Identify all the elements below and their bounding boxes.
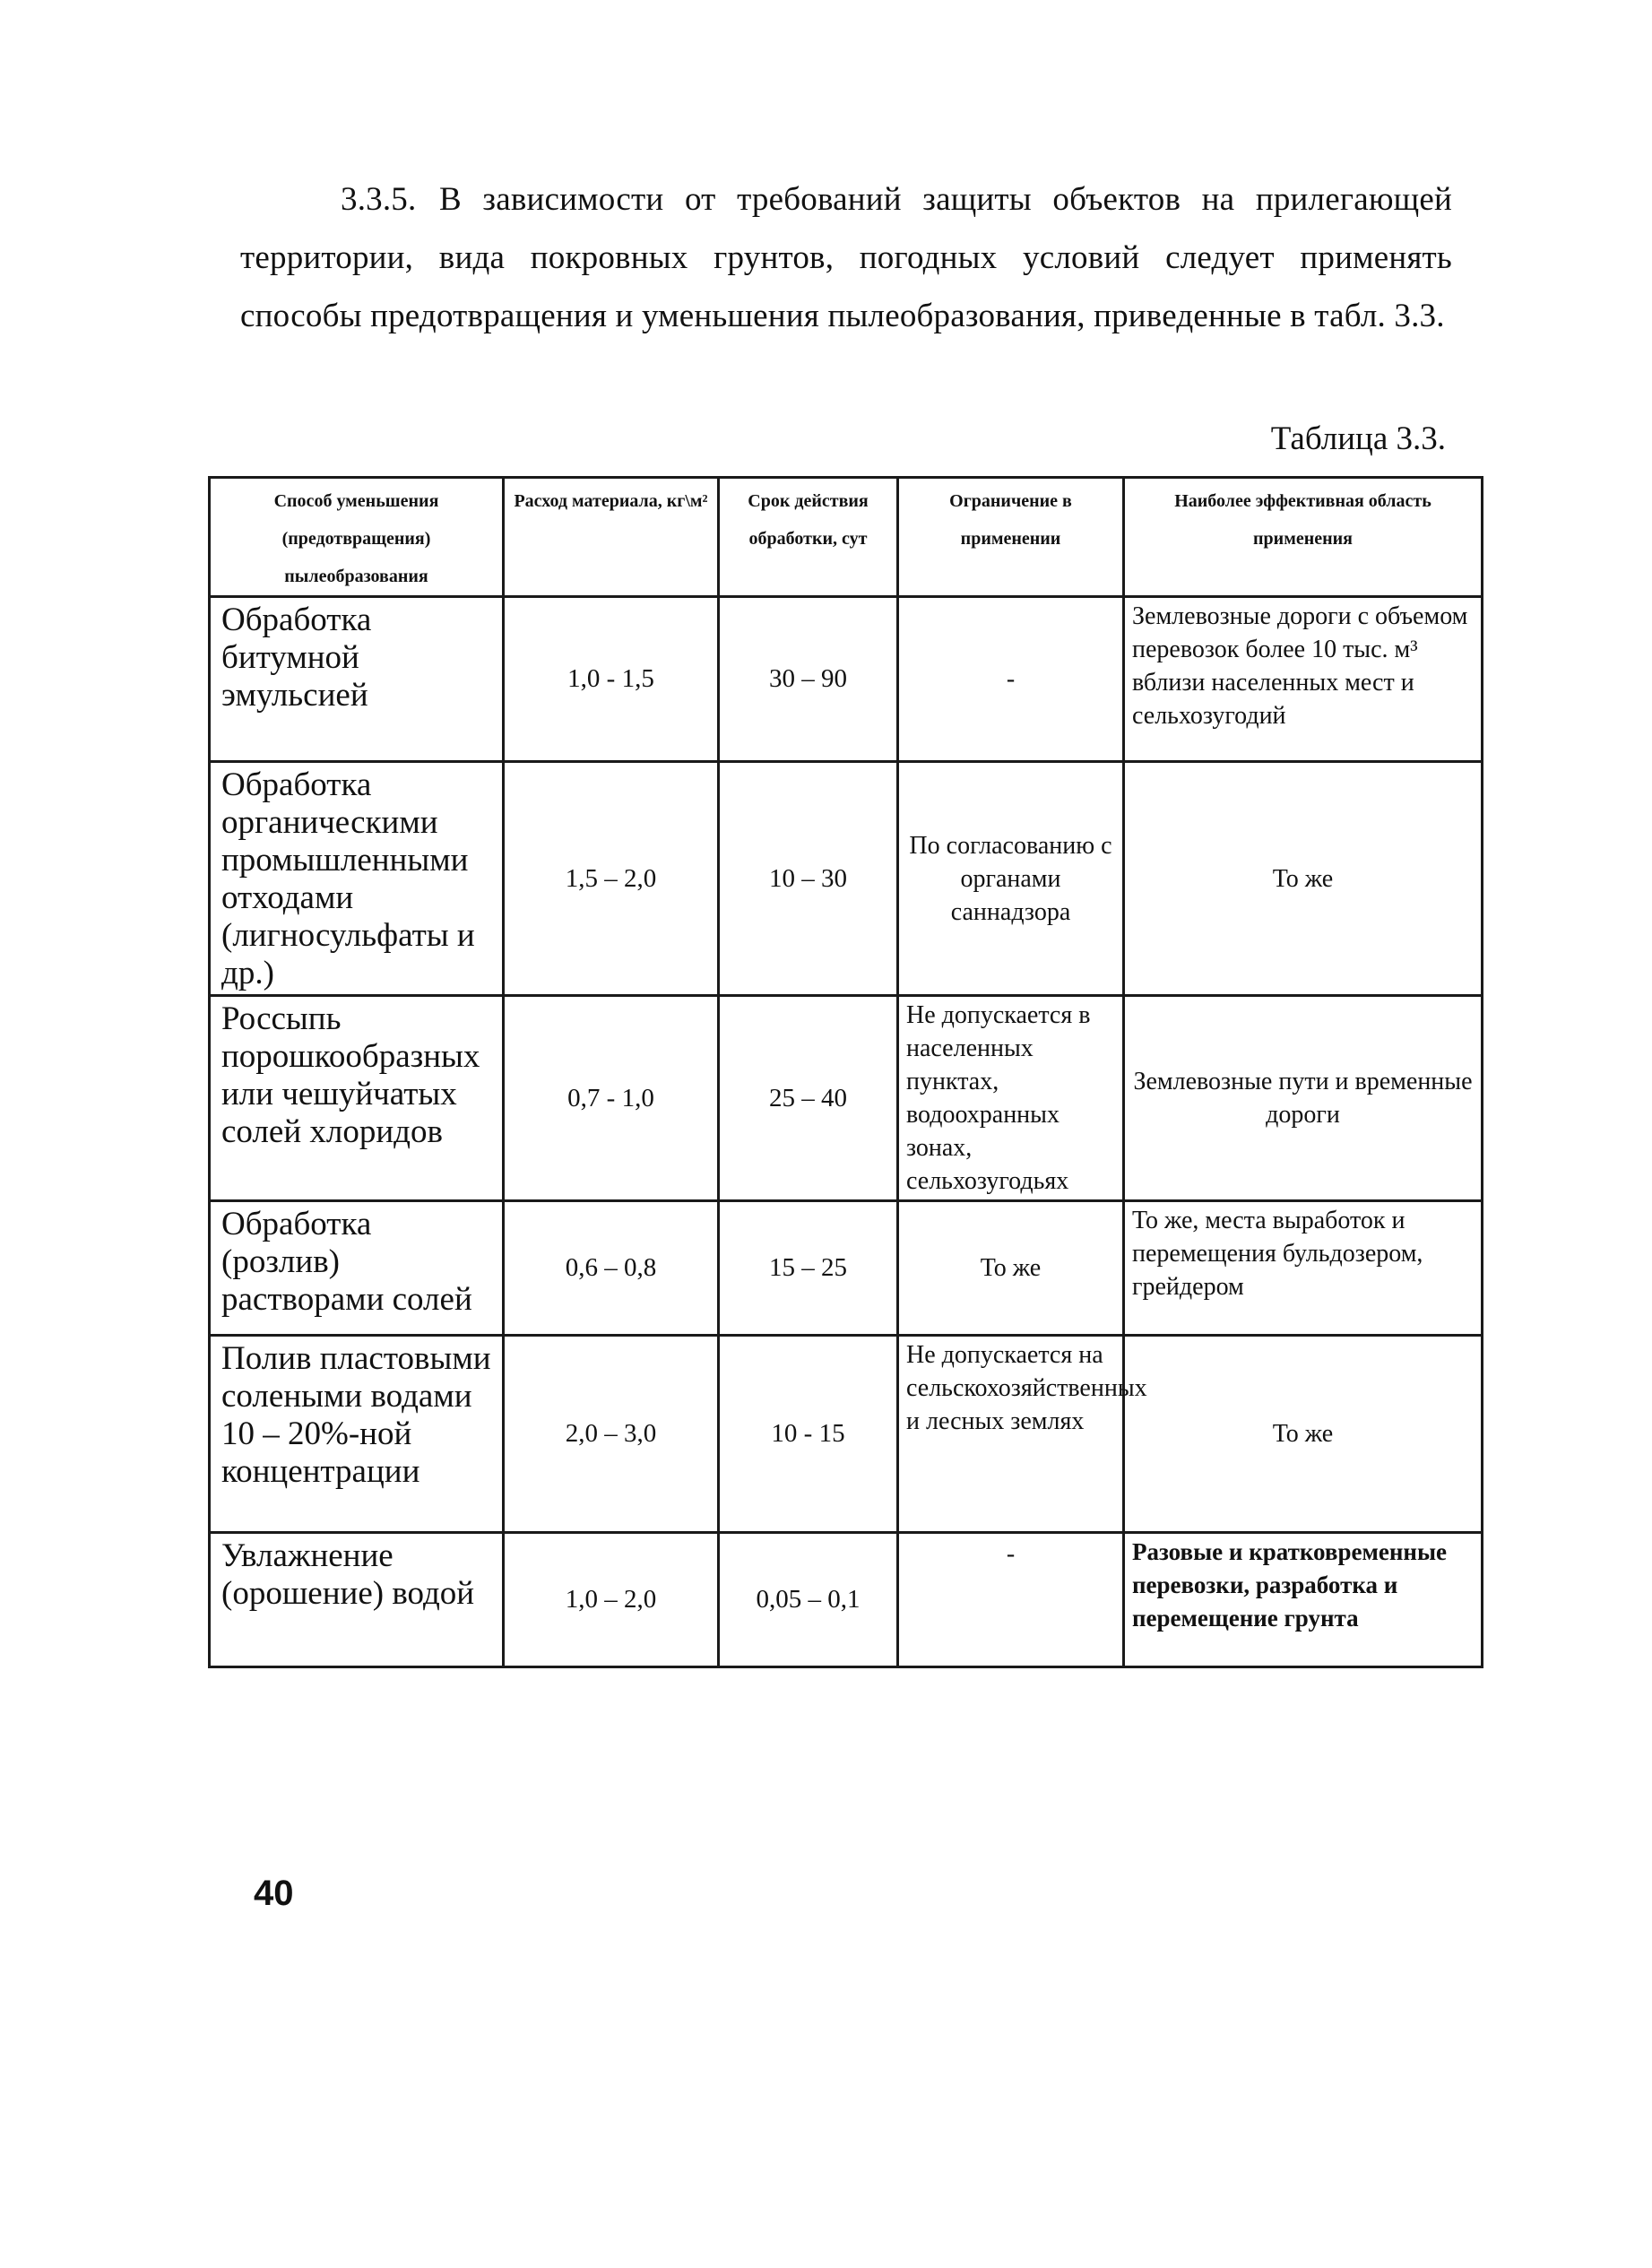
header-area: Наиболее эффективная область применения	[1124, 478, 1483, 597]
cell-consumption: 2,0 – 3,0	[504, 1336, 719, 1533]
cell-consumption: 1,0 - 1,5	[504, 597, 719, 762]
cell-duration: 0,05 – 0,1	[719, 1533, 898, 1667]
table-row	[210, 762, 1483, 996]
table-caption: Таблица 3.3.	[1270, 420, 1446, 457]
cell-area: Землевозные дороги с объемом перевозок более 10 тыс. м³ вблизи населенных мест и сельхозугодий	[1124, 597, 1483, 762]
cell-area: То же	[1124, 762, 1483, 996]
paragraph-text: В зависимости от требований защиты объектов на прилегающей территории, вида покровных грунтов, погодных условий следует применять способы предотвращения и уменьшения пылеобразования, приведенные в табл. 3.3.	[240, 181, 1452, 334]
cell-method: Россыпь порошкообразных или чешуйчатых солей хлоридов	[210, 996, 504, 1201]
cell-duration: 30 – 90	[719, 597, 898, 762]
table-row	[210, 996, 1483, 1201]
table-row	[210, 1201, 1483, 1336]
cell-method: Обработка органическими промышленными отходами (лигносульфаты и др.)	[210, 762, 504, 996]
cell-consumption: 1,0 – 2,0	[504, 1533, 719, 1667]
cell-duration: 25 – 40	[719, 996, 898, 1201]
header-method: Способ уменьшения (предотвращения) пылеобразования	[210, 478, 504, 597]
table-row	[210, 1533, 1483, 1667]
cell-method: Полив пластовыми солеными водами 10 – 20%-ной концентрации	[210, 1336, 504, 1533]
paragraph-number: 3.3.5.	[341, 181, 417, 218]
cell-method: Увлажнение (орошение) водой	[210, 1533, 504, 1667]
dust-reduction-methods-table	[208, 476, 1483, 1668]
cell-limitation: Не допускается в населенных пунктах, водоохранных зонах, сельхозугодьях	[898, 996, 1124, 1201]
page-number: 40	[254, 1874, 294, 1913]
cell-area: Землевозные пути и временные дороги	[1124, 996, 1483, 1201]
cell-limitation: По согласованию с органами саннадзора	[898, 762, 1124, 996]
cell-limitation: То же	[898, 1201, 1124, 1336]
cell-limitation: -	[898, 597, 1124, 762]
cell-area: То же	[1124, 1336, 1483, 1533]
cell-consumption: 1,5 – 2,0	[504, 762, 719, 996]
cell-area: То же, места выработок и перемещения бульдозером, грейдером	[1124, 1201, 1483, 1336]
header-limitation: Ограничение в применении	[898, 478, 1124, 597]
paragraph-3-3-5	[240, 170, 1452, 345]
table-row	[210, 597, 1483, 762]
cell-method: Обработка (розлив) растворами солей	[210, 1201, 504, 1336]
cell-consumption: 0,6 – 0,8	[504, 1201, 719, 1336]
cell-duration: 10 – 30	[719, 762, 898, 996]
cell-consumption: 0,7 - 1,0	[504, 996, 719, 1201]
cell-duration: 10 - 15	[719, 1336, 898, 1533]
cell-limitation: Не допускается на сельскохозяйственных и лесных землях	[898, 1336, 1124, 1533]
cell-method: Обработка битумной эмульсией	[210, 597, 504, 762]
cell-limitation: -	[898, 1533, 1124, 1667]
table-row	[210, 1336, 1483, 1533]
header-consumption: Расход материала, кг\м²	[504, 478, 719, 597]
cell-duration: 15 – 25	[719, 1201, 898, 1336]
cell-area: Разовые и кратковременные перевозки, разработка и перемещение грунта	[1124, 1533, 1483, 1667]
header-duration: Срок действия обработки, сут	[719, 478, 898, 597]
table-header-row	[210, 478, 1483, 597]
